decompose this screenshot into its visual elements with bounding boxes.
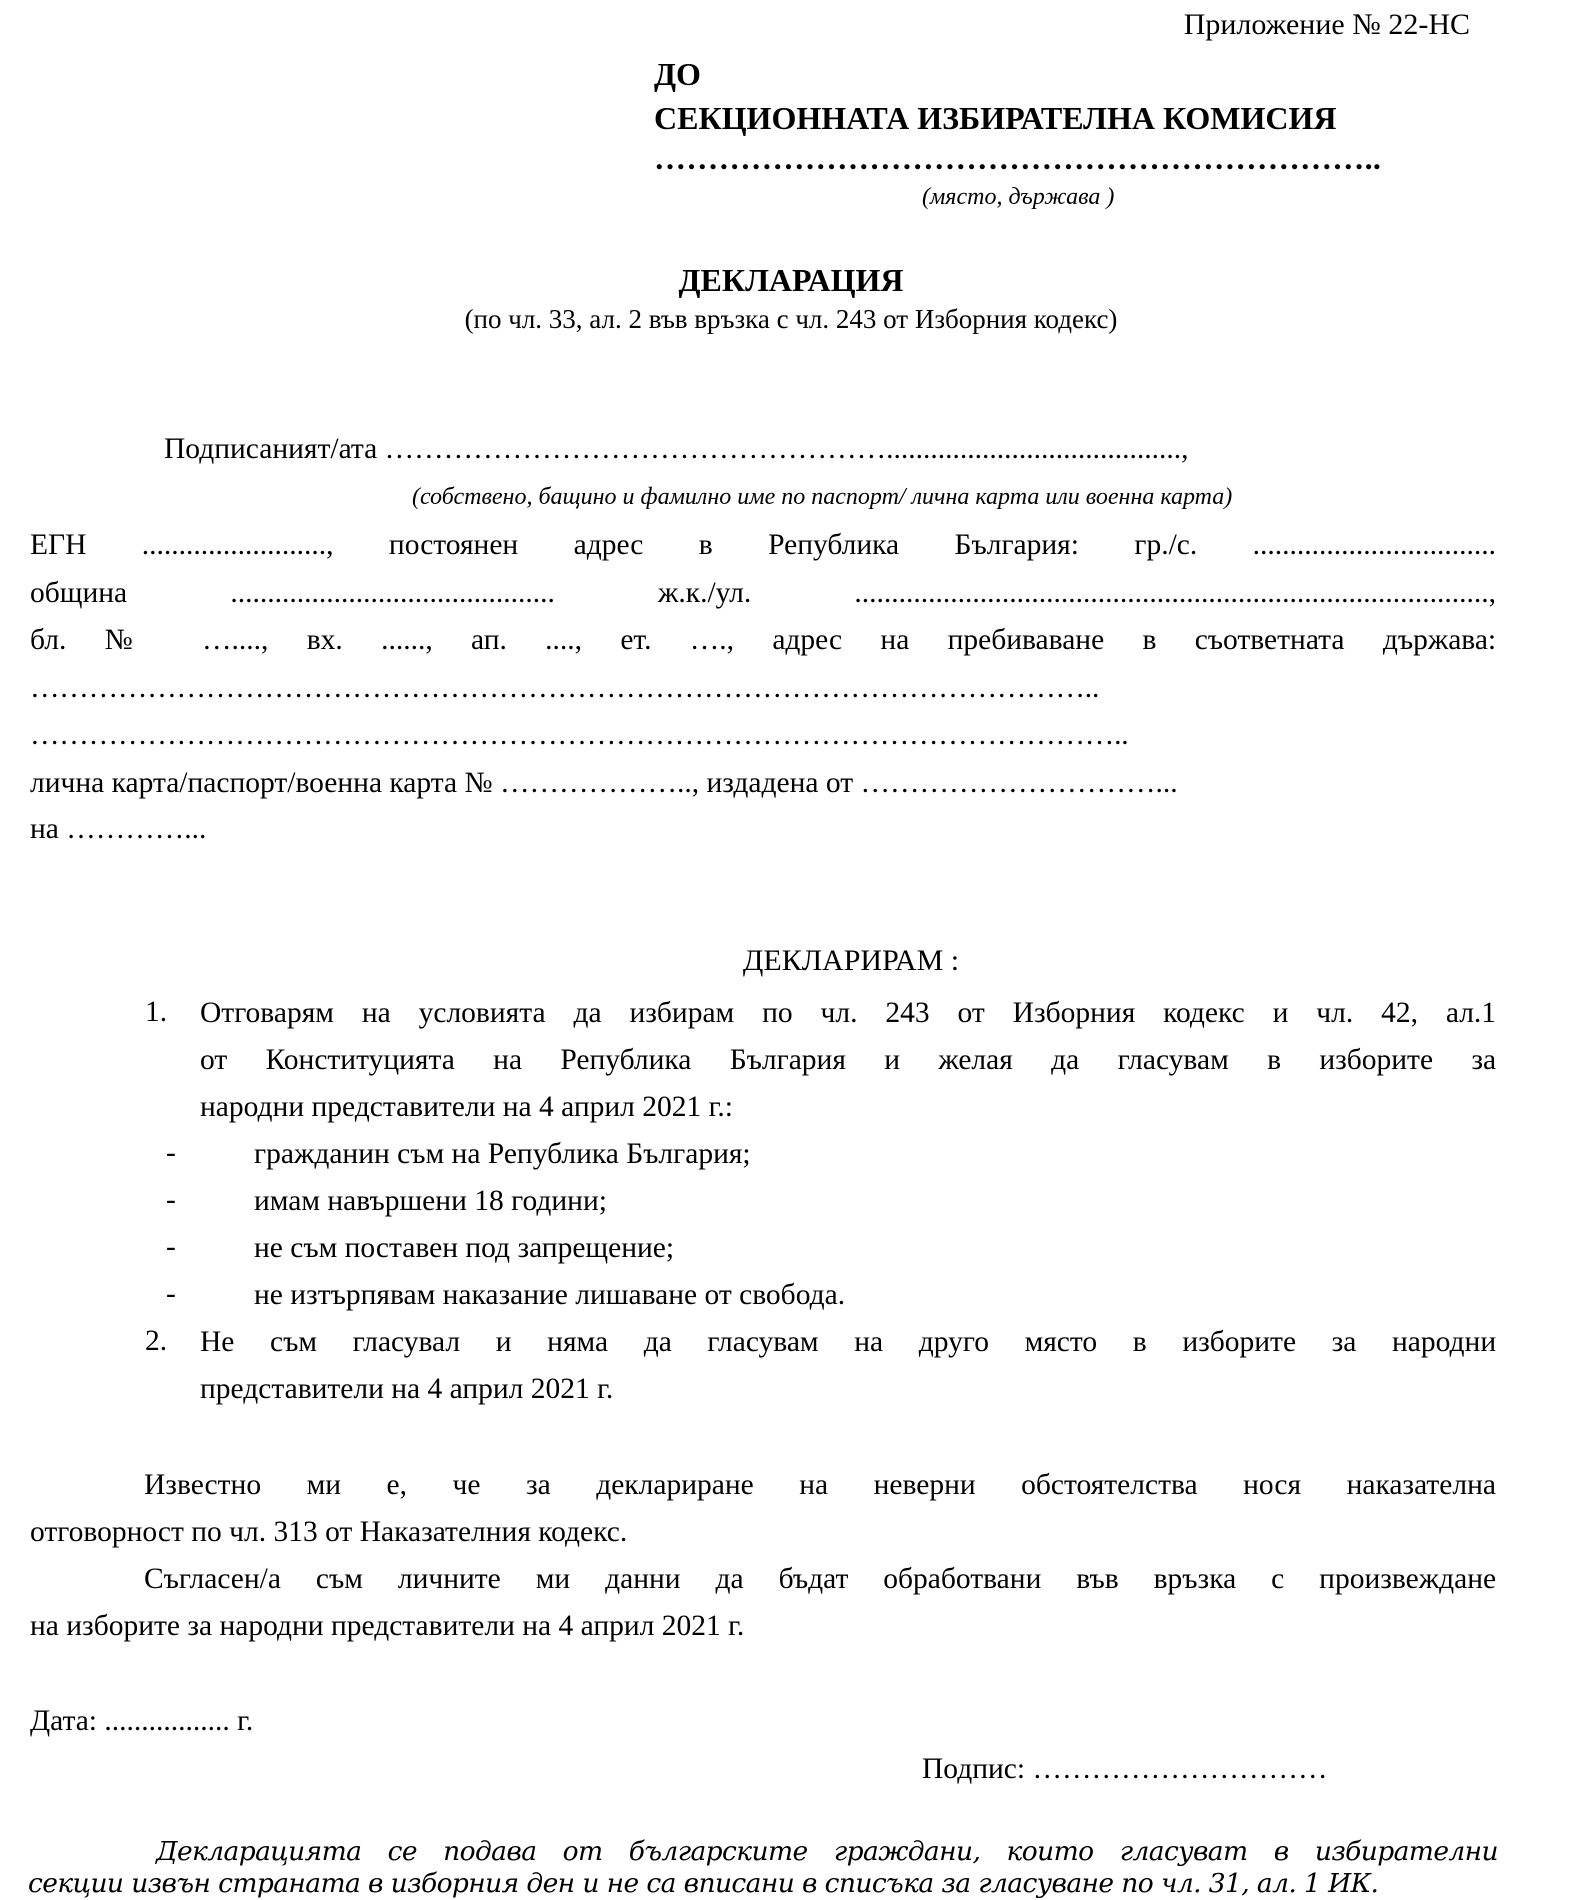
residence-address-field-1[interactable]: ……………………………………………………………………………………………….. [30, 672, 1100, 704]
word: изборите [1182, 1326, 1297, 1358]
word: по [762, 997, 793, 1029]
issued-by-field[interactable]: …………………………... [860, 767, 1178, 799]
word: Отговарям [200, 997, 334, 1029]
issued-on-field[interactable]: …………... [66, 813, 207, 845]
signature-field[interactable]: ………………………… [1032, 1753, 1328, 1785]
floor-field[interactable]: …., [689, 624, 735, 656]
word: от [957, 997, 985, 1029]
bullet-item: имам навършени 18 години; [254, 1185, 607, 1217]
to-line: ДО [654, 56, 701, 92]
word: и [495, 1326, 512, 1358]
word: чл. [820, 997, 858, 1029]
signer-row [164, 432, 1189, 466]
item-2-number: 2. [145, 1325, 168, 1357]
city-label: гр./с. [1134, 529, 1198, 561]
word: друго [918, 1326, 989, 1358]
word: Конституцията [265, 1044, 455, 1076]
word: постоянен [388, 529, 519, 561]
word: гласувам [707, 1326, 819, 1358]
word: вх. [306, 624, 343, 656]
addressee-place-hint: (място, държава ) [922, 184, 1115, 210]
word: България [729, 1044, 846, 1076]
egn-field[interactable]: ........................., [141, 529, 334, 561]
word: произвеждане [1319, 1563, 1497, 1595]
item-1-number: 1. [145, 996, 168, 1028]
word: бъдат [778, 1563, 849, 1595]
word: на [880, 624, 910, 656]
street-label: ж.к./ул. [658, 577, 752, 609]
word: и [1272, 997, 1289, 1029]
word: адрес [772, 624, 843, 656]
date-field[interactable]: ................. [104, 1705, 230, 1737]
word: с [1271, 1563, 1285, 1595]
addressee-block [654, 52, 1336, 140]
egn-label: ЕГН [30, 529, 87, 561]
word: в [1132, 1326, 1147, 1358]
id-label: лична карта/паспорт/военна карта № [30, 767, 493, 799]
item-1-line-1 [200, 996, 1496, 1030]
word: обстоятелства [1021, 1469, 1198, 1501]
word: да [643, 1326, 672, 1358]
bullet-dash: - [166, 1137, 176, 1169]
word: ал.1 [1445, 997, 1497, 1029]
id-document-line [30, 766, 1178, 800]
date-label: Дата: [30, 1705, 97, 1737]
item-1-line-3: народни представители на 4 април 2021 г.: [200, 1091, 733, 1123]
word: да [1051, 1044, 1080, 1076]
word: личните [397, 1563, 501, 1595]
municipality-label: община [30, 577, 128, 609]
word: нося [1243, 1469, 1302, 1501]
signer-label: Подписаният/ата [164, 433, 378, 465]
word: да [573, 997, 602, 1029]
signature-row [922, 1752, 1327, 1786]
word: на [361, 997, 391, 1029]
date-suffix: г. [237, 1705, 254, 1737]
word: и [884, 1044, 901, 1076]
entrance-field[interactable]: ......, [381, 624, 433, 656]
word: ет. [620, 624, 652, 656]
addressee-name: СЕКЦИОННАТА ИЗБИРАТЕЛНА КОМИСИЯ [654, 100, 1337, 136]
consent-statement-line-1 [144, 1562, 1496, 1596]
word: Република [560, 1044, 692, 1076]
street-field[interactable]: ......................................................................................, [854, 577, 1497, 609]
word: съответната [1194, 624, 1345, 656]
word: данни [605, 1563, 681, 1595]
word: в [1142, 624, 1157, 656]
addressee-place-field[interactable]: ………………………………………………………….. [654, 140, 1382, 176]
block-line [30, 623, 1496, 657]
word: на [493, 1044, 523, 1076]
word: гласувам [1117, 1044, 1229, 1076]
municipality-field[interactable]: ............................................ [230, 577, 555, 609]
word: в [698, 529, 713, 561]
word: на [854, 1326, 884, 1358]
bullet-item: не съм поставен под запрещение; [254, 1232, 675, 1264]
issued-by-label: издадена от [706, 767, 854, 799]
word: за [1471, 1044, 1497, 1076]
apartment-field[interactable]: ...., [545, 624, 583, 656]
footer-note-line-2: секции извън страната в изборния ден и не са вписани в списъка за гласуване по чл. 31, ал. 1 ИК. [28, 1868, 1379, 1899]
word: България: [954, 529, 1079, 561]
item-2-line-1 [200, 1325, 1496, 1359]
word: неверни [873, 1469, 976, 1501]
word: 243 [885, 997, 930, 1029]
word: ап. [470, 624, 507, 656]
issued-on-line [30, 812, 206, 846]
word: Съгласен/а [144, 1563, 281, 1595]
municipality-line [30, 576, 1496, 610]
declare-heading: ДЕКЛАРИРАМ : [742, 944, 960, 977]
word: във [1076, 1563, 1119, 1595]
word: съм [315, 1563, 363, 1595]
issued-on-label: на [30, 813, 59, 845]
word: връзка [1153, 1563, 1237, 1595]
word: обработвани [883, 1563, 1042, 1595]
word: за [1331, 1326, 1357, 1358]
word: № [104, 624, 164, 656]
block-field[interactable]: …...., [202, 624, 269, 656]
document-title: ДЕКЛАРАЦИЯ [678, 262, 904, 298]
word: деклариране [596, 1469, 754, 1501]
word: пребиваване [947, 624, 1105, 656]
word: на [799, 1469, 829, 1501]
signer-name-field[interactable]: ……………………………………………........................................, [384, 433, 1189, 465]
word: кодекс [1163, 997, 1245, 1029]
bullet-dash: - [166, 1184, 176, 1216]
word: чл. [1316, 997, 1354, 1029]
appendix-label: Приложение № 22-НС [1183, 8, 1470, 41]
word: бл. [30, 624, 67, 656]
bullet-dash: - [166, 1231, 176, 1263]
word: ми [306, 1469, 342, 1501]
consent-statement-line-2: на изборите за народни представители на 4 април 2021 г. [30, 1610, 745, 1642]
word: 42, [1381, 997, 1418, 1029]
footer-note-line-1: Декларацията се подава от българските граждани, които гласуват в избирателни [156, 1836, 1498, 1867]
word: желая [938, 1044, 1013, 1076]
word: за [525, 1469, 551, 1501]
id-number-field[interactable]: ……………….., [500, 767, 700, 799]
liability-statement-line-2: отговорност по чл. 313 от Наказателния кодекс. [30, 1516, 628, 1548]
word: да [715, 1563, 744, 1595]
word: място [1024, 1326, 1098, 1358]
word: държава: [1382, 624, 1497, 656]
word: Не [200, 1326, 235, 1358]
word: съм [270, 1326, 318, 1358]
liability-statement-line-1 [144, 1468, 1496, 1502]
word: адрес [573, 529, 644, 561]
bullet-item: гражданин съм на Република България; [254, 1138, 751, 1170]
word: от [200, 1044, 228, 1076]
word: ми [535, 1563, 571, 1595]
document-subtitle: (по чл. 33, ал. 2 във връзка с чл. 243 от Изборния кодекс) [464, 304, 1118, 334]
bullet-item: не изтърпявам наказание лишаване от свобода. [254, 1279, 846, 1311]
word: няма [547, 1326, 609, 1358]
word: Изборния [1012, 997, 1136, 1029]
egn-address-line [30, 528, 1496, 562]
word: народни [1392, 1326, 1497, 1358]
word: избирам [629, 997, 735, 1029]
signature-label: Подпис: [922, 1753, 1026, 1785]
footer-note [28, 1836, 1498, 1900]
signer-hint: (собствено, бащино и фамилно име по паспорт/ лична карта или военна карта) [412, 484, 1233, 510]
word: в [1267, 1044, 1281, 1076]
word: е, [386, 1469, 408, 1501]
item-1-line-2 [200, 1043, 1496, 1077]
item-2-line-2: представители на 4 април 2021 г. [200, 1373, 614, 1405]
word: наказателна [1346, 1469, 1496, 1501]
word: условията [418, 997, 546, 1029]
word: Известно [144, 1469, 262, 1501]
word: Република [768, 529, 900, 561]
word: гласувал [352, 1326, 461, 1358]
bullet-dash: - [166, 1278, 176, 1310]
word: че [452, 1469, 481, 1501]
date-row [30, 1704, 253, 1738]
residence-address-field-2[interactable]: ………………………………………………………………………………………………….. [30, 719, 1129, 751]
city-field[interactable]: ................................. [1252, 529, 1496, 561]
word: изборите [1319, 1044, 1434, 1076]
